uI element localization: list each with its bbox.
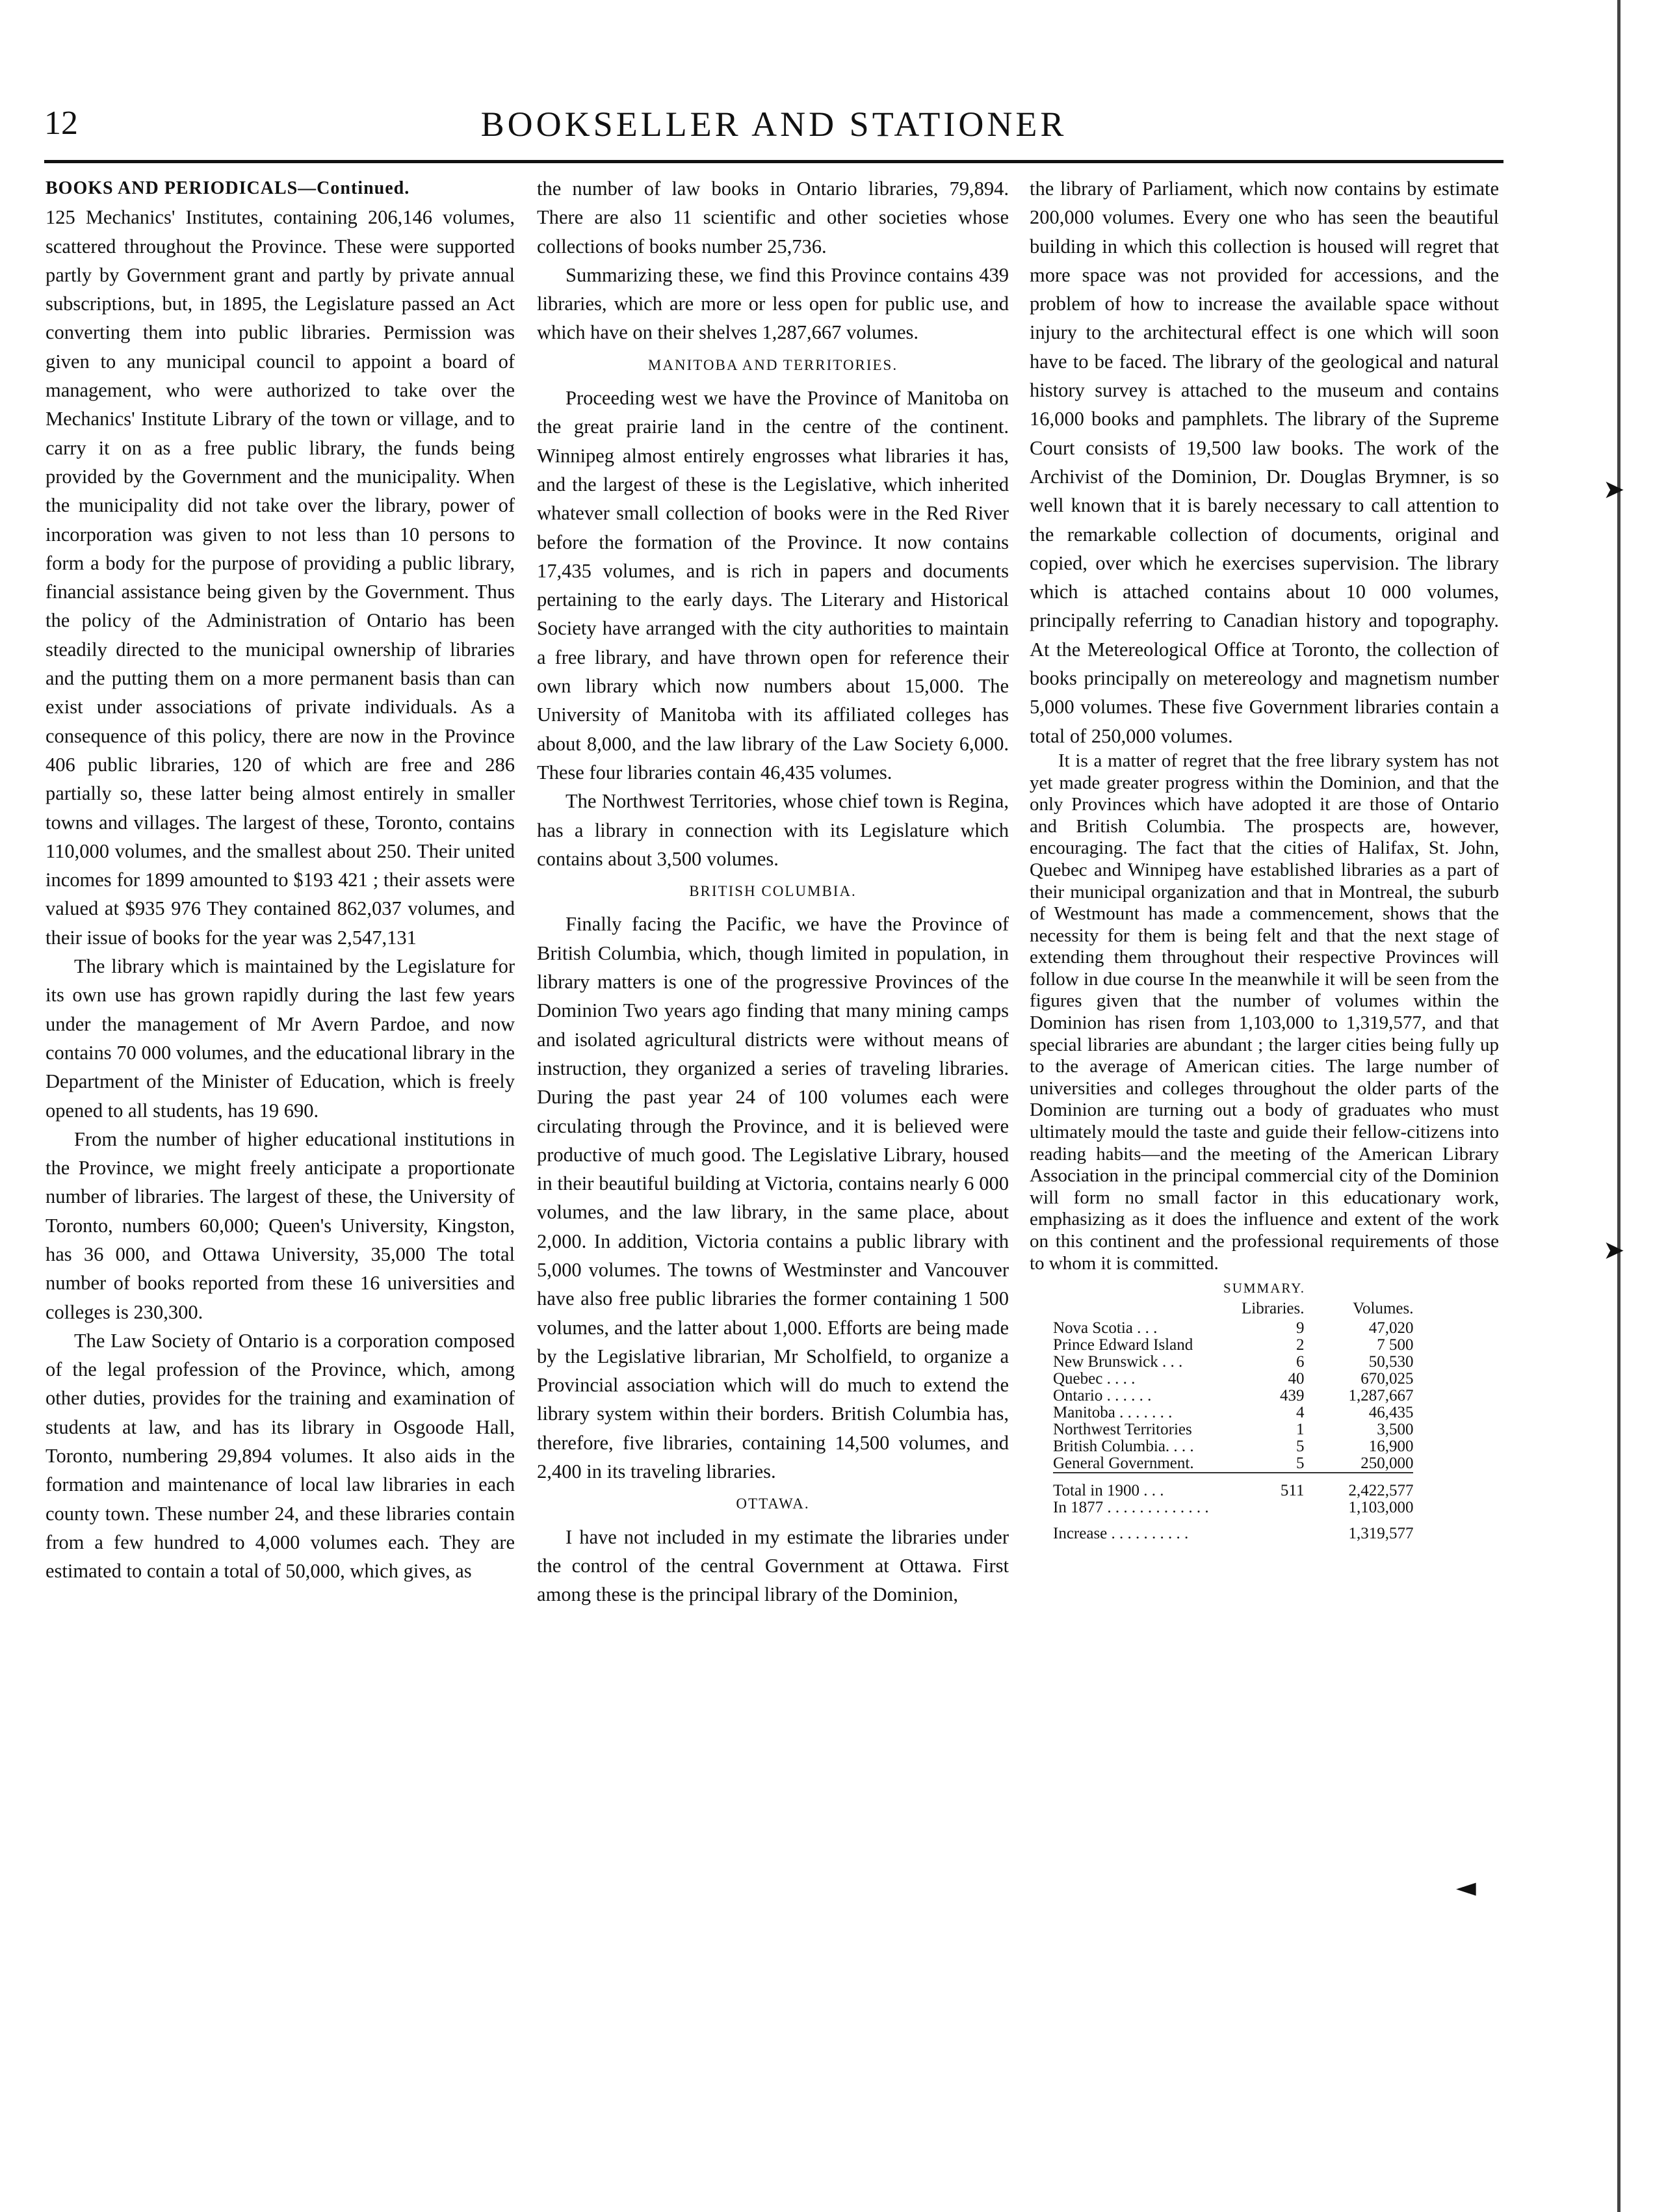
row-libraries: 9 [1295, 1319, 1305, 1337]
paragraph: Finally facing the Pacific, we have the Province of British Columbia, which, though limited in population, in library matters is one of the progressive Provinces of the Dominion Two years ago finding that many mining camps and isolated agricultural districts were without means of instruction, they organized a series of traveling libraries. During the past year 24 of 100 volumes each were circulating through the Province, and it is believed were productive of much good. The Legislative Library, housed in their beautiful building at Victoria, contains nearly 6 000 volumes, and the law library, in the same place, about 2,000. In addition, Victoria contains a public library with 5,000 volumes. The towns of Westminster and Vancouver have also free public libraries the former containing 1 500 volumes, and the latter about 1,000. Efforts are being made by the Legislative librarian, Mr Scholfield, to organize a Provincial association which will do much to extend the library system within their borders. British Columbia has, therefore, five libraries, containing 14,500 volumes, and 2,400 in its traveling libraries. [537, 913, 1009, 1483]
summary-title: SUMMARY. [1223, 1280, 1305, 1297]
paragraph: I have not included in my estimate the libraries under the control of the central Government at Ottawa. First among these is the principal library of the Dominion, [537, 1525, 1009, 1606]
paragraph: It is a matter of regret that the free library system has not yet made greater progress within the Dominion, and that the only Provinces which have adopted it are those of Ontario and British Columbia. The prospects are, however, encouraging. The fact that the cities of Halifax, St. John, Quebec and Winnipeg have established libraries as a part of their municipal organization and that in Montreal, the suburb of Westmount has made a commencement, shows that the necessity for them is being felt and that the next stage of extending them throughout their respective Provinces will follow in due course In the meanwhile it will be seen from the figures given that the number of volumes within the Dominion has risen from 1,103,000 to 1,319,577, and that special libraries are abundant ; the larger cities being fully up to the average of American cities. The large number of universities and colleges throughout the older parts of the Dominion are turning out a body of graduates who must ultimately mould the taste and guide their fellow-citizens into reading habits—and the meeting of the American Library Association in the principal commercial city of the Dominion will form no small factor in this educationary work, emphasizing as it does the influence and extent of the work on this continent and the professional requirements of those to whom it is committed. [1030, 750, 1499, 1274]
increase-volumes: 1,319,577 [1348, 1525, 1414, 1543]
in1877-label: In 1877 . . . . . . . . . . . . . [1053, 1499, 1209, 1517]
running-title: BOOKSELLER AND STATIONER [480, 105, 1067, 144]
row-libraries: 40 [1288, 1370, 1305, 1388]
paragraph: From the number of higher educational institutions in the Province, we might freely anticipate a proportionate number of libraries. The largest of these, the University of Toronto, numbers 60,000; Queen's University, Kingston, has 36 000, and Ottawa University, 35,000 The total number of books reported from these 16 universities and colleges is 230,300. [46, 1127, 515, 1323]
summary-col-volumes: Volumes. [1353, 1300, 1414, 1318]
header-rule [44, 160, 1503, 163]
scan-edge-line [1617, 0, 1620, 2212]
subheading-british-columbia: BRITISH COLUMBIA. [689, 883, 857, 900]
summary-table [1030, 1280, 1499, 1542]
row-label: New Brunswick . . . [1053, 1353, 1183, 1371]
paragraph: The library which is maintained by the Legislature for its own use has grown rapidly during the last few years under the management of Mr Avern Pardoe, and now contains 70 000 volumes, and the educational library in the Department of the Minister of Education, which is freely opened to all students, has 19 690. [46, 955, 515, 1122]
total-volumes: 2,422,577 [1316, 1473, 1413, 1499]
margin-arrow-icon: ➤ [1603, 475, 1625, 505]
table-row [1053, 1354, 1413, 1371]
table-row [1053, 1438, 1413, 1455]
row-libraries: 6 [1295, 1353, 1305, 1371]
row-label: Prince Edward Island [1053, 1336, 1193, 1354]
table-row [1053, 1388, 1413, 1404]
row-libraries: 5 [1295, 1438, 1305, 1456]
row-label: British Columbia. . . . [1053, 1438, 1194, 1456]
row-label: Quebec . . . . [1053, 1370, 1136, 1388]
row-label: Ontario . . . . . . [1053, 1387, 1152, 1405]
table-row [1053, 1337, 1413, 1354]
paragraph: 125 Mechanics' Institutes, containing 206,146 volumes, scattered throughout the Province. These were supported partly by Government grant and partly by private annual subscriptions, but, in 1895, the Legislature passed an Act converting them into public libraries. Permission was given to any municipal council to appoint a board of management, who were authorized to take over the Mechanics' Institute Library of the town or village, and to carry it on as a free public library, the funds being provided by the Government and the municipality. When the municipality did not take over the library, power of incorporation was given to not less than 10 persons to form a body for the purpose of providing a public library, financial assistance being given by the Government. Thus the policy of the Administration of Ontario has been steadily directed to the municipal ownership of libraries and the putting them on a more permanent basis than can exist under associations of private individuals. As a consequence of this policy, there are now in the Province 406 public libraries, 120 of which are free and 286 partially so, these latter being almost entirely in smaller towns and villages. The largest of these, Toronto, contains 110,000 volumes, and the smallest about 250. Their united incomes for 1899 amounted to $193 421 ; their assets were valued at $935 976 They contained 862,037 volumes, and their issue of books for the year was 2,547,131 [46, 206, 515, 949]
column-2 [537, 174, 1009, 1609]
margin-arrow-icon: ➤ [1603, 1235, 1625, 1265]
row-volumes: 7 500 [1377, 1336, 1414, 1354]
subheading-ottawa: OTTAWA. [736, 1495, 810, 1512]
row-label: General Government. [1053, 1455, 1194, 1473]
column-1 [46, 174, 515, 1586]
row-volumes: 3,500 [1377, 1421, 1414, 1439]
row-libraries: 2 [1295, 1336, 1305, 1354]
increase-label: Increase . . . . . . . . . . [1053, 1525, 1189, 1543]
paragraph: The Law Society of Ontario is a corporation composed of the legal profession of the Province, which, among other duties, provides for the training and examination of students at law, and has its library in Osgoode Hall, Toronto, numbering 29,894 volumes. It also aids in the formation and maintenance of local law libraries in each county town. These number 24, and these libraries contain from a few hundred to 4,000 volumes each. They are estimated to contain a total of 50,000, which gives, as [46, 1329, 515, 1583]
total-libraries: 511 [1242, 1473, 1316, 1499]
table-row [1053, 1371, 1413, 1388]
paragraph: The Northwest Territories, whose chief town is Regina, has a library in connection with its Legislature which contains about 3,500 volumes. [537, 790, 1009, 870]
row-label: Manitoba . . . . . . . [1053, 1404, 1173, 1422]
summary-header-row [1053, 1300, 1413, 1320]
paragraph: Proceeding west we have the Province of Manitoba on the great prairie land in the centre of the continent. Winnipeg almost entirely engrosses what libraries it has, and the largest of these is the Legislative, which inherited whatever small collection of books were in the Red River before the formation of the Province. It now contains 17,435 volumes, and is rich in papers and documents pertaining to the early days. The Literary and Historical Society have arranged with the city authorities to maintain a free library, and have thrown open for reference their own library which now numbers about 15,000. The University of Manitoba with its affiliated colleges has about 8,000, and the law library of the Law Society 6,000. These four libraries contain 46,435 volumes. [537, 387, 1009, 783]
page-header [44, 104, 1503, 156]
row-volumes: 46,435 [1368, 1404, 1414, 1422]
row-libraries: 1 [1295, 1421, 1305, 1439]
summary-col-libraries: Libraries. [1242, 1300, 1305, 1318]
row-libraries: 439 [1279, 1387, 1305, 1405]
row-label: Nova Scotia . . . [1053, 1319, 1158, 1337]
table-row [1053, 1320, 1413, 1337]
row-libraries: 5 [1295, 1455, 1305, 1473]
row-volumes: 250,000 [1360, 1455, 1414, 1473]
total-row [1053, 1473, 1413, 1499]
paragraph: the library of Parliament, which now contains by estimate 200,000 volumes. Every one who has seen the beautiful building in which this collection is housed will regret that more space was not provided for accessions, and the problem of how to increase the available space without injury to the architectural effect is one which will soon have to be faced. The library of the geological and natural history survey is attached to the museum and contains 16,000 books and pamphlets. The library of the Supreme Court consists of 19,500 law books. The work of the Archivist of the Dominion, Dr. Douglas Brymner, is so well known that it is barely necessary to call attention to the remarkable collection of documents, original and copied, over which he exercises supervision. The library which is attached contains about 10 000 volumes, principally referring to Canadian history and topography. At the Metereological Office at Toronto, the collection of books principally on metereology and magnetism number 5,000 volumes. These five Government libraries contain a total of 250,000 volumes. [1030, 178, 1499, 747]
page-number: 12 [44, 105, 78, 142]
section-heading: BOOKS AND PERIODICALS—Continued. [46, 178, 410, 198]
subheading-manitoba: MANITOBA AND TERRITORIES. [647, 356, 898, 373]
row-volumes: 1,287,667 [1348, 1387, 1414, 1405]
in1877-row [1053, 1499, 1413, 1516]
table-row [1053, 1404, 1413, 1421]
column-3 [1030, 174, 1499, 1542]
row-volumes: 670,025 [1360, 1370, 1414, 1388]
table-row [1053, 1455, 1413, 1473]
table-row [1053, 1421, 1413, 1438]
row-label: Northwest Territories [1053, 1421, 1192, 1439]
paragraph: the number of law books in Ontario libraries, 79,894. There are also 11 scientific and other societies whose collections of books number 25,736. [537, 178, 1009, 257]
row-libraries: 4 [1295, 1404, 1305, 1422]
total-label: Total in 1900 . . . [1053, 1473, 1242, 1499]
row-volumes: 50,530 [1368, 1353, 1414, 1371]
margin-mark-icon: ◄ [1456, 1873, 1476, 1903]
in1877-volumes: 1,103,000 [1348, 1499, 1414, 1517]
increase-row [1053, 1516, 1413, 1542]
paragraph: Summarizing these, we find this Province contains 439 libraries, which are more or less open for public use, and which have on their shelves 1,287,667 volumes. [537, 263, 1009, 344]
row-volumes: 47,020 [1368, 1319, 1414, 1337]
row-volumes: 16,900 [1368, 1438, 1414, 1456]
